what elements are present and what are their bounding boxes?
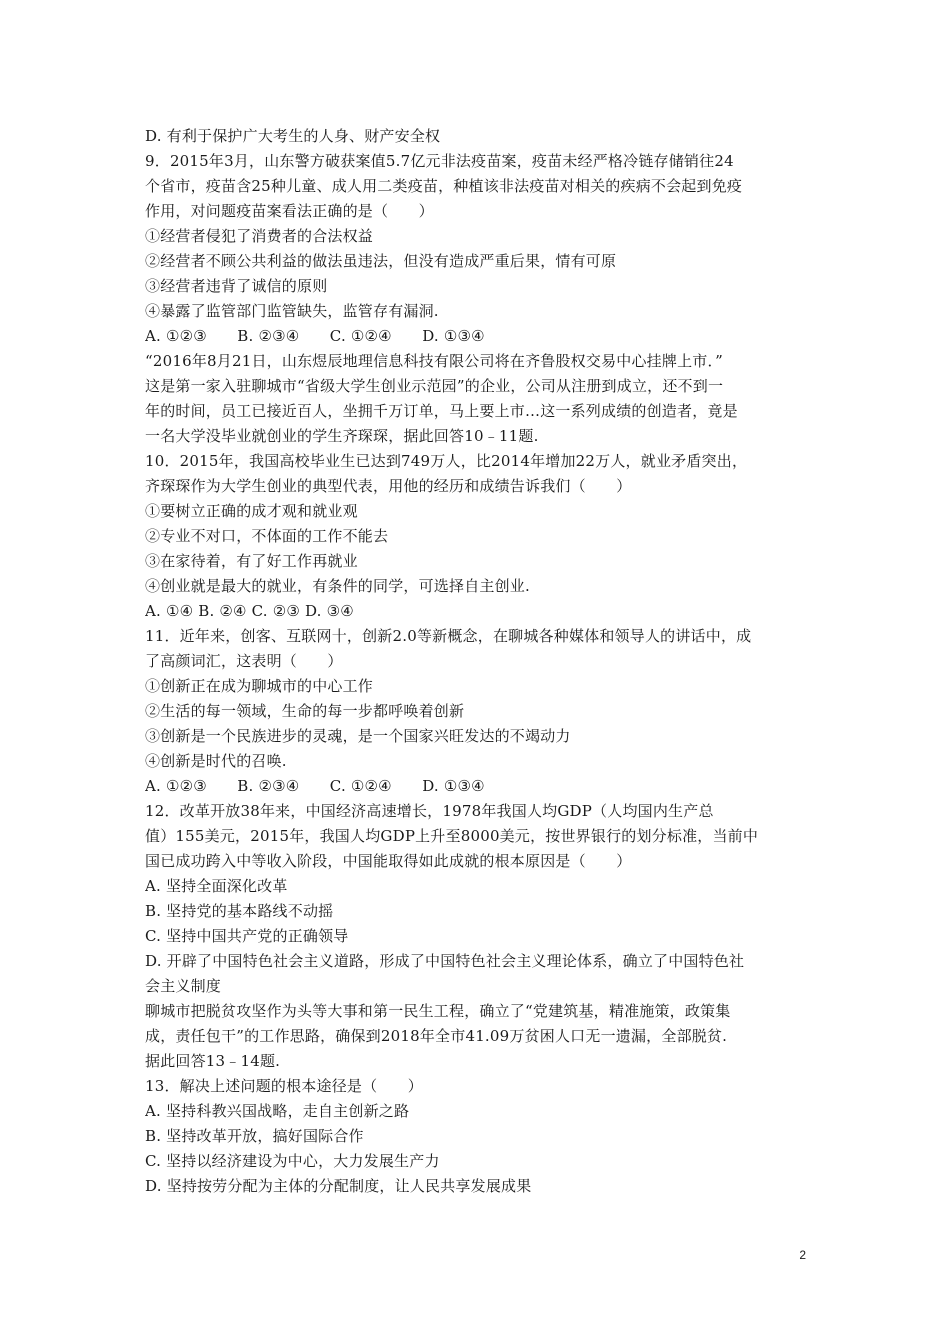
text-line: ①经营者侵犯了消费者的合法权益 <box>145 227 374 245</box>
text-line: 年的时间，员工已接近百人，坐拥千万订单，马上要上市…这一系列成绩的创造者，竟是 <box>145 402 738 420</box>
text-line: C. 坚持以经济建设为中心，大力发展生产力 <box>145 1152 440 1170</box>
text-line: 值）155美元，2015年，我国人均GDP上升至8000美元，按世界银行的划分标准，当前中 <box>145 827 759 845</box>
text-line: ③创新是一个民族进步的灵魂，是一个国家兴旺发达的不竭动力 <box>145 727 571 745</box>
page-number: 2 <box>799 1248 806 1262</box>
text-line: ④创新是时代的召唤. <box>145 752 287 770</box>
text-line: ①创新正在成为聊城市的中心工作 <box>145 677 374 695</box>
page-content <box>145 124 810 1199</box>
text-line: B. 坚持党的基本路线不动摇 <box>145 902 334 920</box>
text-line: 成，责任包干”的工作思路，确保到2018年全市41.09万贫困人口无一遗漏，全部脱贫. <box>145 1027 728 1045</box>
text-line: ②经营者不顾公共利益的做法虽违法，但没有造成严重后果，情有可原 <box>145 252 617 270</box>
text-line: 据此回答13﹣14题. <box>145 1052 281 1070</box>
text-line: 12．改革开放38年来，中国经济高速增长，1978年我国人均GDP（人均国内生产总 <box>145 802 714 820</box>
text-line: 会主义制度 <box>145 977 222 995</box>
text-line: D. 开辟了中国特色社会主义道路，形成了中国特色社会主义理论体系，确立了中国特色社 <box>145 952 745 970</box>
text-line: ④创业就是最大的就业，有条件的同学，可选择自主创业. <box>145 577 530 595</box>
text-line: D. 坚持按劳分配为主体的分配制度，让人民共享发展成果 <box>145 1177 532 1195</box>
text-line: ③在家待着，有了好工作再就业 <box>145 552 358 570</box>
text-line: ③经营者违背了诚信的原则 <box>145 277 328 295</box>
text-line: A. ①②③ B. ②③④ C. ①②④ D. ①③④ <box>145 327 485 345</box>
text-line: 一名大学没毕业就创业的学生齐琛琛，据此回答10﹣11题. <box>145 427 539 445</box>
text-line: A. 坚持科教兴国战略，走自主创新之路 <box>145 1102 410 1120</box>
text-line: 了高颜词汇，这表明（ ） <box>145 652 343 670</box>
text-line: C. 坚持中国共产党的正确领导 <box>145 927 349 945</box>
text-line: 个省市，疫苗含25种儿童、成人用二类疫苗，种植该非法疫苗对相关的疾病不会起到免疫 <box>145 177 743 195</box>
text-line: A. 坚持全面深化改革 <box>145 877 288 895</box>
text-line: 10．2015年，我国高校毕业生已达到749万人，比2014年增加22万人，就业矛盾突出， <box>145 452 748 470</box>
text-line: A. ①④ B. ②④ C. ②③ D. ③④ <box>145 602 354 620</box>
text-line: 国已成功跨入中等收入阶段，中国能取得如此成就的根本原因是（ ） <box>145 852 632 870</box>
text-line: A. ①②③ B. ②③④ C. ①②④ D. ①③④ <box>145 777 485 795</box>
text-line: 这是第一家入驻聊城市“省级大学生创业示范园”的企业，公司从注册到成立，还不到一 <box>145 377 724 395</box>
text-line: B. 坚持改革开放，搞好国际合作 <box>145 1127 364 1145</box>
text-line: 齐琛琛作为大学生创业的典型代表，用他的经历和成绩告诉我们（ ） <box>145 477 632 495</box>
text-line: ②专业不对口，不体面的工作不能去 <box>145 527 389 545</box>
text-line: 聊城市把脱贫攻坚作为头等大事和第一民生工程，确立了“党建筑基，精准施策，政策集 <box>145 1002 731 1020</box>
text-line: 9．2015年3月，山东警方破获案值5.7亿元非法疫苗案，疫苗未经严格冷链存储销往24 <box>145 152 734 170</box>
text-line: ②生活的每一领域，生命的每一步都呼唤着创新 <box>145 702 465 720</box>
text-line: 作用，对问题疫苗案看法正确的是（ ） <box>145 202 434 220</box>
text-line: ④暴露了监管部门监管缺失，监管存有漏洞. <box>145 302 439 320</box>
text-line: 11．近年来，创客、互联网十，创新2.0等新概念，在聊城各种媒体和领导人的讲话中，成 <box>145 627 752 645</box>
text-line: ①要树立正确的成才观和就业观 <box>145 502 358 520</box>
text-line: “2016年8月21日，山东煜辰地理信息科技有限公司将在齐鲁股权交易中心挂牌上市．” <box>145 352 724 370</box>
text-line: D. 有利于保护广大考生的人身、财产安全权 <box>145 127 441 145</box>
text-line: 13．解决上述问题的根本途径是（ ） <box>145 1077 423 1095</box>
